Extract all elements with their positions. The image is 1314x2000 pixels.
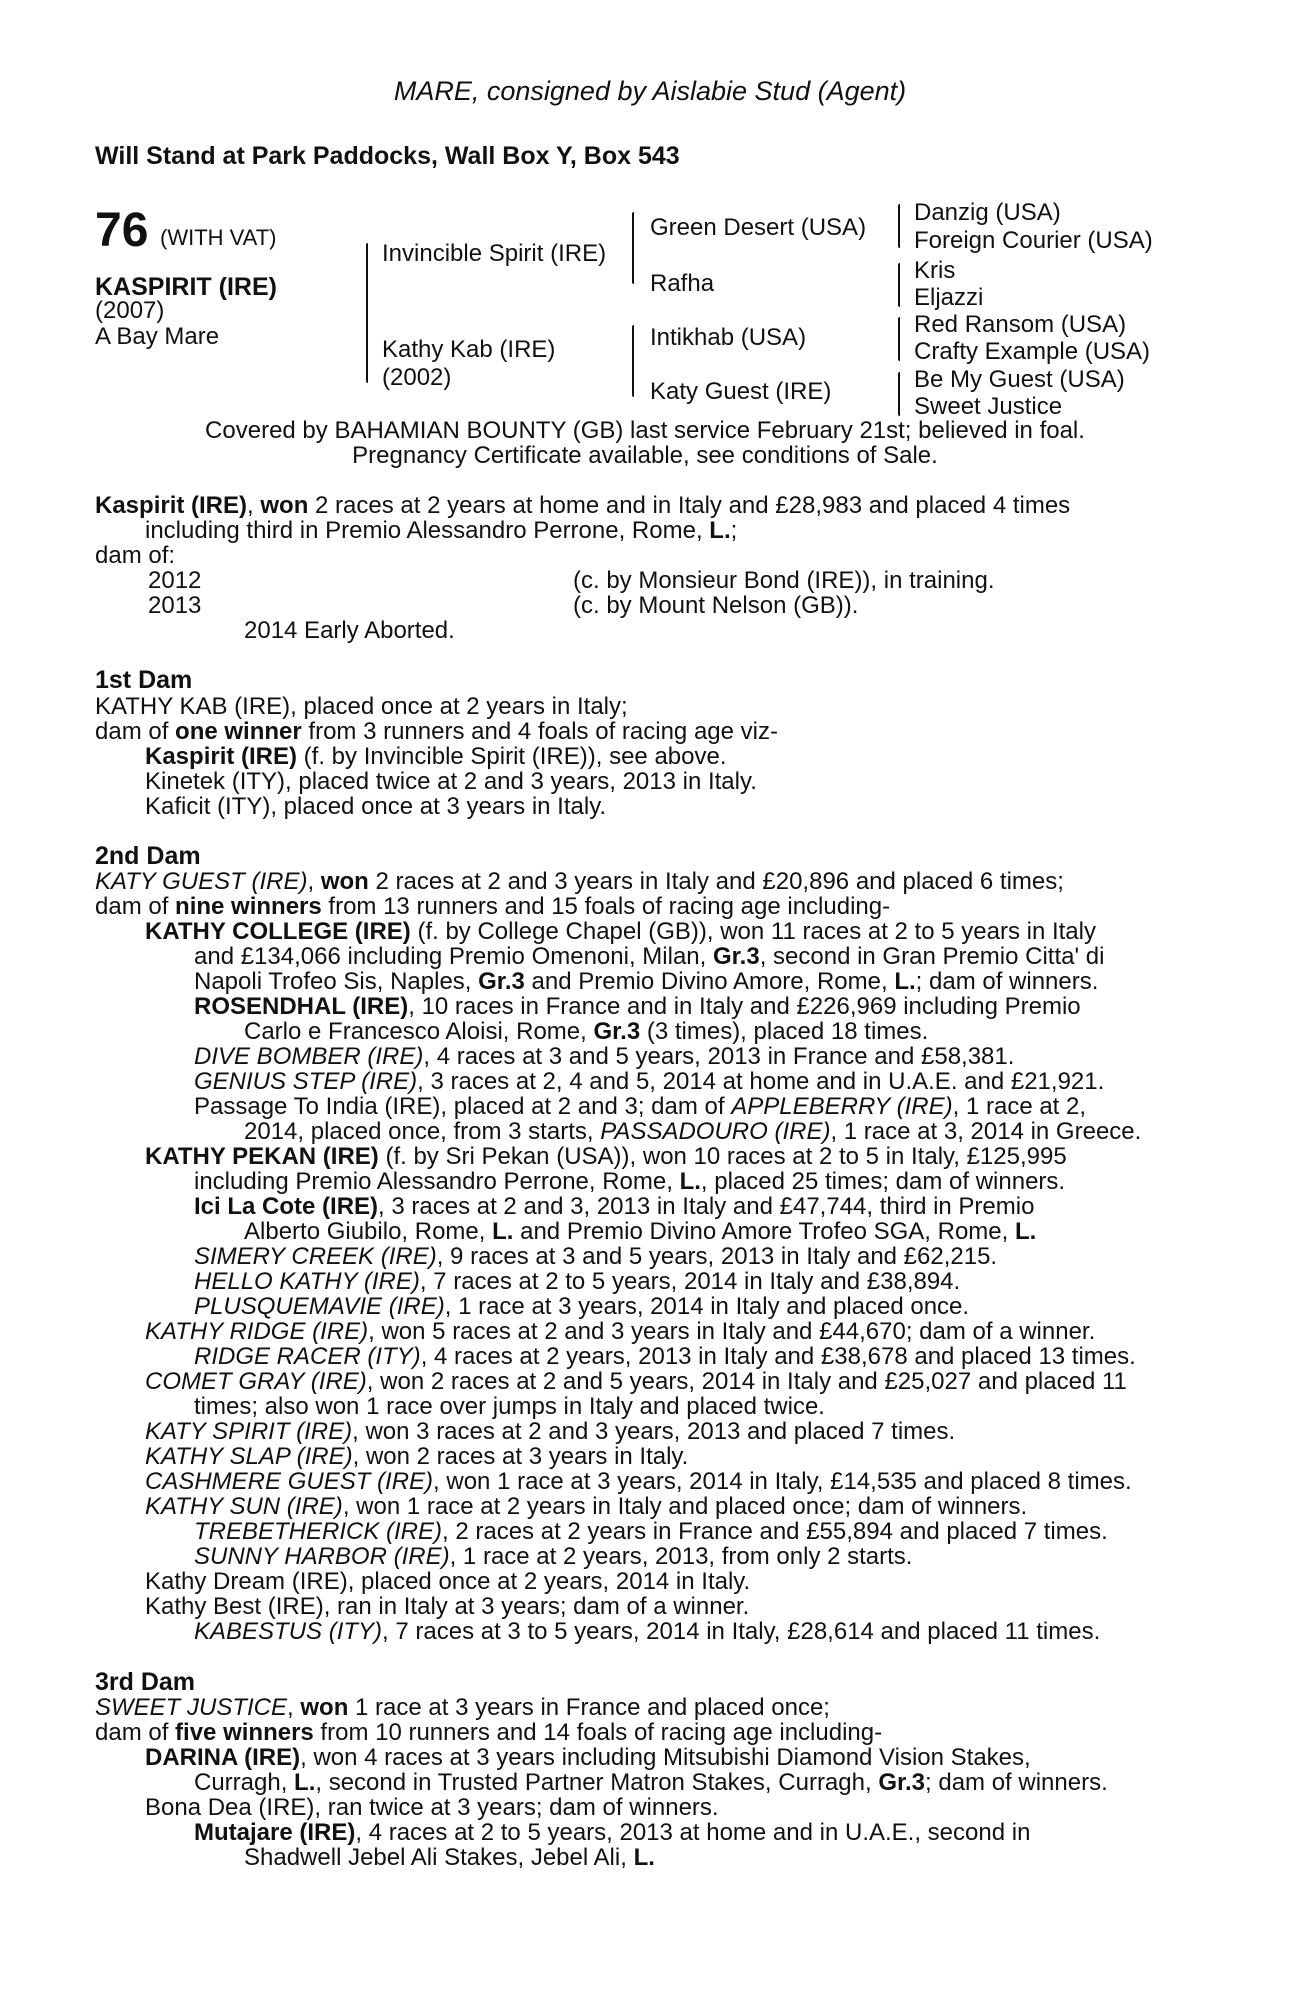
pedigree-ddd: Sweet Justice — [914, 393, 1063, 420]
dam2-line-31: KABESTUS (ITY), 7 races at 3 to 5 years, 2014 in Italy, £28,614 and placed 11 times. — [194, 1618, 1101, 1645]
produce-foal-2012: (c. by Monsieur Bond (IRE)), in training. — [573, 567, 995, 594]
foaling-year: (2007) — [95, 297, 165, 324]
dam2-line-17: HELLO KATHY (IRE), 7 races at 2 to 5 years, 2014 in Italy and £38,894. — [194, 1268, 961, 1295]
pedigree-sire-dam: Rafha — [650, 270, 715, 297]
dam2-line-12: KATHY PEKAN (IRE) (f. by Sri Pekan (USA)), won 10 races at 2 to 5 in Italy, £125,995 — [145, 1143, 1067, 1170]
third-dam-heading: 3rd Dam — [95, 1668, 196, 1696]
dam2-line-27: TREBETHERICK (IRE), 2 races at 2 years in France and £55,894 and placed 7 times. — [194, 1518, 1108, 1545]
pedigree-brace-main — [366, 243, 368, 383]
dam2-line-7: Carlo e Francesco Aloisi, Rome, Gr.3 (3 times), placed 18 times. — [244, 1018, 929, 1045]
pedigree-brace-ss — [898, 204, 900, 248]
dam2-line-15: Alberto Giubilo, Rome, L. and Premio Divino Amore Trofeo SGA, Rome, L. — [244, 1218, 1037, 1245]
dam2-line-26: KATHY SUN (IRE), won 1 race at 2 years in Italy and placed once; dam of winners. — [145, 1493, 1028, 1520]
dam3-line-3: DARINA (IRE), won 4 races at 3 years including Mitsubishi Diamond Vision Stakes, — [145, 1744, 1031, 1771]
dam2-line-5: Napoli Trofeo Sis, Naples, Gr.3 and Premio Divino Amore, Rome, L.; dam of winners. — [194, 968, 1099, 995]
dam2-line-16: SIMERY CREEK (IRE), 9 races at 3 and 5 years, 2013 in Italy and £62,215. — [194, 1243, 998, 1270]
first-dam-line-5: Kaficit (ITY), placed once at 3 years in Italy. — [145, 793, 607, 820]
pedigree-sdd: Eljazzi — [914, 284, 984, 311]
produce-line-2: including third in Premio Alessandro Perrone, Rome, L.; — [145, 517, 738, 544]
dam2-line-18: PLUSQUEMAVIE (IRE), 1 race at 3 years, 2014 in Italy and placed once. — [194, 1293, 970, 1320]
pedigree-sss: Danzig (USA) — [914, 199, 1061, 226]
dam2-line-29: Kathy Dream (IRE), placed once at 2 years, 2014 in Italy. — [145, 1568, 751, 1595]
dam2-line-24: KATHY SLAP (IRE), won 2 races at 3 years in Italy. — [145, 1443, 689, 1470]
dam2-line-6: ROSENDHAL (IRE), 10 races in France and in Italy and £226,969 including Premio — [194, 993, 1081, 1020]
first-dam-line-2: dam of one winner from 3 runners and 4 foals of racing age viz- — [95, 718, 778, 745]
pedigree-sire: Invincible Spirit (IRE) — [382, 240, 607, 267]
pedigree-sire-sire: Green Desert (USA) — [650, 214, 867, 241]
produce-year-2014: 2014 Early Aborted. — [244, 617, 455, 644]
produce-record: 2 races at 2 years at home and in Italy and £28,983 and placed 4 times — [308, 492, 1071, 519]
produce-dam-of: dam of: — [95, 542, 176, 569]
pedigree-dam: Kathy Kab (IRE) — [382, 336, 556, 363]
dam2-line-20: RIDGE RACER (ITY), 4 races at 2 years, 2013 in Italy and £38,678 and placed 13 times. — [194, 1343, 1136, 1370]
horse-description: A Bay Mare — [95, 323, 220, 350]
dam3-line-6: Mutajare (IRE), 4 races at 2 to 5 years, 2013 at home and in U.A.E., second in — [194, 1819, 1031, 1846]
dam2-line-23: KATY SPIRIT (IRE), won 3 races at 2 and 3 years, 2013 and placed 7 times. — [145, 1418, 956, 1445]
dam2-line-4: and £134,066 including Premio Omenoni, Milan, Gr.3, second in Gran Premio Citta' di — [194, 943, 1105, 970]
pedigree-dds: Be My Guest (USA) — [914, 366, 1125, 393]
dam2-line-13: including Premio Alessandro Perrone, Rome, L., placed 25 times; dam of winners. — [194, 1168, 1066, 1195]
covered-note: Covered by BAHAMIAN BOUNTY (GB) last service February 21st; believed in foal. — [205, 417, 1085, 444]
second-dam-heading: 2nd Dam — [95, 842, 201, 870]
dam2-line-8: DIVE BOMBER (IRE), 4 races at 3 and 5 years, 2013 in France and £58,381. — [194, 1043, 1015, 1070]
pedigree-ssd: Foreign Courier (USA) — [914, 227, 1153, 254]
produce-year-2012: 2012 — [148, 567, 202, 594]
dam2-line-28: SUNNY HARBOR (IRE), 1 race at 2 years, 2013, from only 2 starts. — [194, 1543, 913, 1570]
dam3-line-2: dam of five winners from 10 runners and 14 foals of racing age including- — [95, 1719, 883, 1746]
dam3-line-7: Shadwell Jebel Ali Stakes, Jebel Ali, L. — [244, 1844, 655, 1871]
lot-number: 76 — [95, 204, 149, 257]
produce-won: won — [260, 492, 309, 519]
dam3-line-5: Bona Dea (IRE), ran twice at 3 years; dam of winners. — [145, 1794, 719, 1821]
pedigree-brace-dam — [632, 325, 634, 397]
stand-location: Will Stand at Park Paddocks, Wall Box Y, Box 543 — [95, 142, 680, 170]
dam2-line-21: COMET GRAY (IRE), won 2 races at 2 and 5 years, 2014 in Italy and £25,027 and placed 11 — [145, 1368, 1127, 1395]
dam2-line-9: GENIUS STEP (IRE), 3 races at 2, 4 and 5, 2014 at home and in U.A.E. and £21,921. — [194, 1068, 1105, 1095]
first-dam-line-3: Kaspirit (IRE) (f. by Invincible Spirit (IRE)), see above. — [145, 743, 727, 770]
dam2-line-2: dam of nine winners from 13 runners and 15 foals of racing age including- — [95, 893, 891, 920]
produce-line-1: Kaspirit (IRE), won 2 races at 2 years at home and in Italy and £28,983 and placed 4 times — [95, 492, 1071, 519]
horse-name: KASPIRIT (IRE) — [95, 273, 277, 301]
dam2-line-3: KATHY COLLEGE (IRE) (f. by College Chapel (GB)), won 11 races at 2 to 5 years in Italy — [145, 918, 1096, 945]
pedigree-brace-sire — [632, 212, 634, 284]
pedigree-brace-dd — [898, 372, 900, 416]
dam2-line-10: Passage To India (IRE), placed at 2 and 3; dam of APPLEBERRY (IRE), 1 race at 2, — [194, 1093, 1087, 1120]
produce-year-2013: 2013 — [148, 592, 202, 619]
first-dam-line-4: Kinetek (ITY), placed twice at 2 and 3 years, 2013 in Italy. — [145, 768, 757, 795]
dam3-line-1: SWEET JUSTICE, won 1 race at 3 years in France and placed once; — [95, 1694, 830, 1721]
first-dam-line-1: KATHY KAB (IRE), placed once at 2 years in Italy; — [95, 693, 628, 720]
pedigree-sds: Kris — [914, 257, 956, 284]
produce-foal-2013: (c. by Mount Nelson (GB)). — [573, 592, 859, 619]
pedigree-dam-dam: Katy Guest (IRE) — [650, 378, 832, 405]
dam2-line-14: Ici La Cote (IRE), 3 races at 2 and 3, 2013 in Italy and £47,744, third in Premio — [194, 1193, 1035, 1220]
vat-note: (WITH VAT) — [160, 225, 277, 250]
pedigree-dss: Red Ransom (USA) — [914, 311, 1127, 338]
dam2-line-22: times; also won 1 race over jumps in Italy and placed twice. — [194, 1393, 825, 1420]
first-dam-heading: 1st Dam — [95, 666, 193, 694]
dam2-line-11: 2014, placed once, from 3 starts, PASSADOURO (IRE), 1 race at 3, 2014 in Greece. — [244, 1118, 1142, 1145]
page-title: MARE, consigned by Aislabie Stud (Agent) — [393, 76, 907, 106]
pedigree-brace-ds — [898, 317, 900, 361]
pedigree-dsd: Crafty Example (USA) — [914, 338, 1151, 365]
pedigree-dam-sire: Intikhab (USA) — [650, 324, 807, 351]
produce-name: Kaspirit (IRE) — [95, 492, 248, 519]
pedigree-dam-year: (2002) — [382, 364, 452, 391]
pedigree-brace-sd — [898, 263, 900, 307]
pregnancy-note: Pregnancy Certificate available, see conditions of Sale. — [352, 442, 938, 469]
dam2-line-1: KATY GUEST (IRE), won 2 races at 2 and 3 years in Italy and £20,896 and placed 6 times; — [95, 868, 1064, 895]
dam2-line-25: CASHMERE GUEST (IRE), won 1 race at 3 years, 2014 in Italy, £14,535 and placed 8 times. — [145, 1468, 1132, 1495]
dam2-line-30: Kathy Best (IRE), ran in Italy at 3 years; dam of a winner. — [145, 1593, 750, 1620]
dam2-line-19: KATHY RIDGE (IRE), won 5 races at 2 and 3 years in Italy and £44,670; dam of a winner. — [145, 1318, 1096, 1345]
dam3-line-4: Curragh, L., second in Trusted Partner Matron Stakes, Curragh, Gr.3; dam of winners. — [194, 1769, 1108, 1796]
